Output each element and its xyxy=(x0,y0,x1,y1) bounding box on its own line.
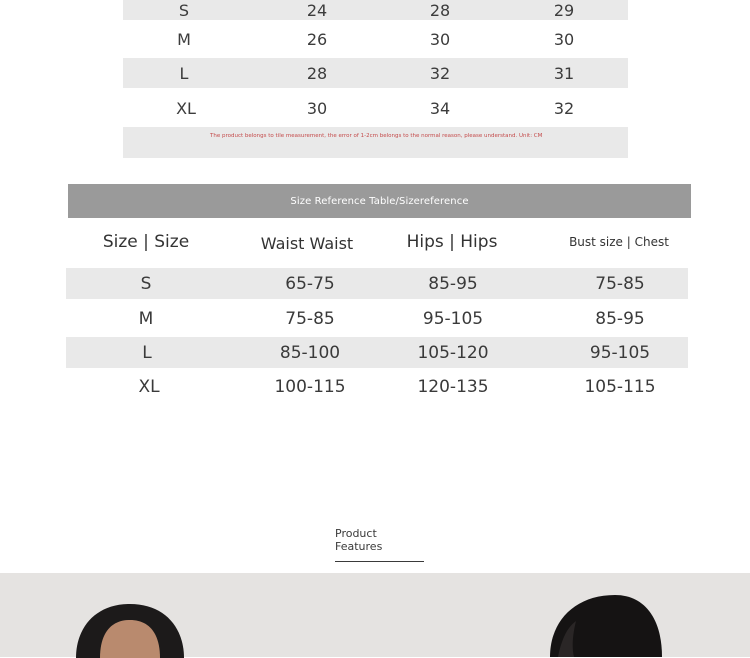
table-row xyxy=(66,337,688,368)
value-cell: 30 xyxy=(553,29,575,49)
size-cell: S xyxy=(178,0,190,20)
size-cell: XL xyxy=(138,377,160,397)
heading-underline xyxy=(335,561,424,562)
model-photo-left xyxy=(70,598,190,658)
bust-cell: 75-85 xyxy=(595,273,645,294)
value-cell: 28 xyxy=(429,0,451,20)
table-row xyxy=(66,268,688,299)
bust-cell: 85-95 xyxy=(595,308,645,329)
bust-cell: 95-105 xyxy=(589,342,651,363)
table-title-bar xyxy=(68,184,691,218)
value-cell: 30 xyxy=(429,29,451,49)
size-cell: S xyxy=(140,273,152,294)
measurement-note: The product belongs to tile measurement, the error of 1-2cm belongs to the normal reason, please understand. Unit: CM xyxy=(210,133,543,139)
table-row xyxy=(123,90,628,126)
value-cell: 34 xyxy=(429,98,451,118)
table-title: Size Reference Table/Sizereference xyxy=(290,195,469,207)
column-header-bust: Bust size | Chest xyxy=(569,235,669,249)
value-cell: 31 xyxy=(553,63,575,83)
column-header-hips: Hips | Hips xyxy=(406,232,498,252)
table-row xyxy=(66,370,688,404)
hips-cell: 85-95 xyxy=(428,273,478,294)
waist-cell: 100-115 xyxy=(274,377,346,397)
table-row xyxy=(66,302,688,335)
model-photo-right xyxy=(540,593,670,657)
waist-cell: 85-100 xyxy=(279,342,341,363)
hips-cell: 95-105 xyxy=(422,308,484,329)
size-cell: XL xyxy=(176,98,196,118)
value-cell: 29 xyxy=(553,0,575,20)
bust-cell: 105-115 xyxy=(584,377,656,397)
table-row xyxy=(123,22,628,56)
value-cell: 32 xyxy=(429,63,451,83)
column-header-waist: Waist Waist xyxy=(260,233,354,253)
waist-cell: 65-75 xyxy=(285,273,335,294)
value-cell: 26 xyxy=(306,29,328,49)
table-row xyxy=(123,0,628,20)
measurement-note-box xyxy=(123,127,628,158)
hips-cell: 105-120 xyxy=(417,342,489,363)
value-cell: 30 xyxy=(306,98,328,118)
value-cell: 32 xyxy=(553,98,575,118)
section-heading-product-features xyxy=(335,527,382,553)
product-photo-band xyxy=(0,573,750,657)
heading-line-1: Product xyxy=(335,527,377,540)
hips-cell: 120-135 xyxy=(417,377,489,397)
size-cell: M xyxy=(177,29,191,49)
size-cell: L xyxy=(142,342,152,363)
column-header-size: Size | Size xyxy=(102,232,190,252)
table-row xyxy=(123,58,628,88)
size-cell: L xyxy=(179,63,189,83)
heading-line-2: Features xyxy=(335,540,383,553)
value-cell: 24 xyxy=(306,0,328,20)
size-cell: M xyxy=(138,308,154,329)
value-cell: 28 xyxy=(306,63,328,83)
waist-cell: 75-85 xyxy=(285,308,335,329)
